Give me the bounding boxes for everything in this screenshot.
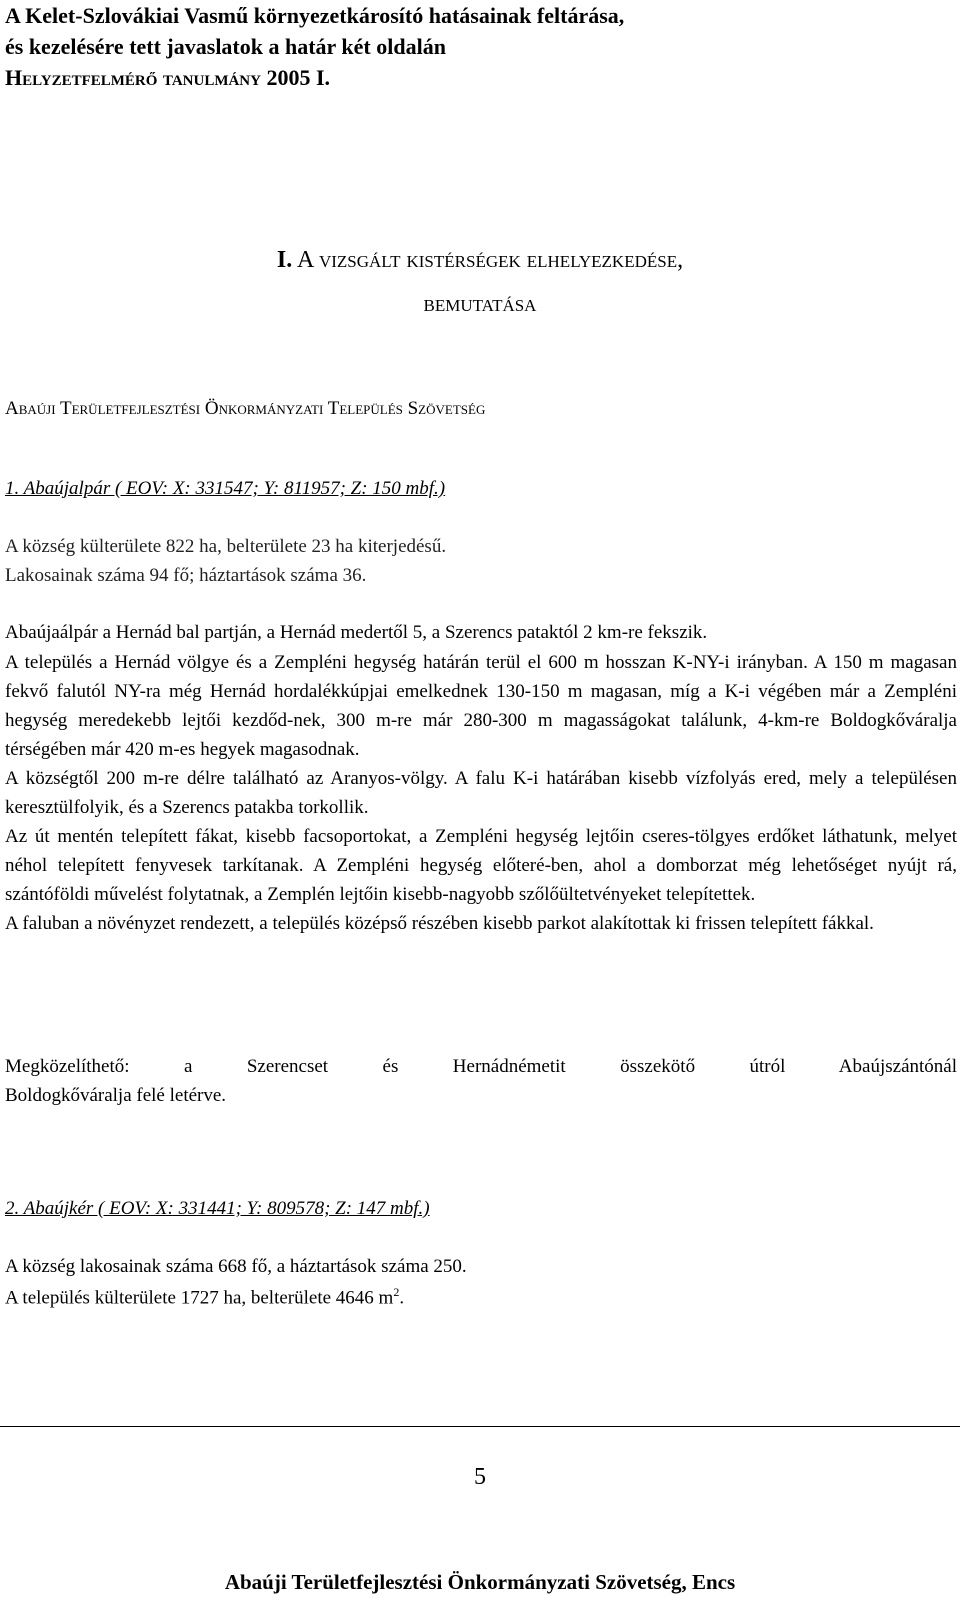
footer-text: Abaúji Területfejlesztési Önkormányzati Szövetség, Encs — [224, 1570, 736, 1594]
section-2-population: A község lakosainak száma 668 fő, a háztartások száma 250. — [5, 1256, 467, 1277]
section-1-body — [5, 648, 957, 938]
section-1-paragraph-vegetation: Az út mentén telepített fákat, kisebb facsoportokat, a Zempléni hegység lejtőin cseres-tölgyes erdőket láthatunk, melyet néhol telepített fenyvesek tarkítanak. A Zempléni hegység előteré-ben, ahol a domborzat még lehetőséget nyújt rá, szántóföldi művelést folytatnak, a Zemplén lejtőin kisebb-nagyobb szőlőültetvényeket telepítettek. — [5, 826, 957, 905]
section-2-area — [5, 1285, 404, 1309]
chapter-title-line1: A vizsgált kistérségek elhelyezkedése, — [296, 247, 684, 273]
section-1-access — [5, 1052, 957, 1110]
header-subtitle: Helyzetfelmérő tanulmány 2005 I. — [5, 65, 331, 90]
section-2-area-end: . — [399, 1287, 405, 1309]
chapter-number: I. — [276, 247, 293, 273]
organization-name: Abaúji Területfejlesztési Önkormányzati Település Szövetség — [5, 398, 486, 419]
section-1-paragraph-relief: A település a Hernád völgye és a Zempléni hegység határán terül el 600 m hosszan K-NY-i irányban. A 150 m magasan fekvő falutól NY-ra még Hernád hordalékkúpjai emelkednek 130-150 m magasan, míg a K-i végében már a Zempléni hegység meredekebb lejtői kezdőd-nek, 300 m-re már 280-300 m magasságokat találunk, 4-km-re Boldogkőváralja térségében már 420 m-es hegyek magasodnak. — [5, 652, 957, 760]
access-line2: Boldogkőváralja felé letérve. — [5, 1085, 227, 1106]
document-header — [5, 0, 624, 62]
page-number: 5 — [474, 1464, 486, 1490]
section-2-heading: 2. Abaújkér ( EOV: X: 331441; Y: 809578; Z: 147 mbf.) — [5, 1198, 430, 1219]
section-2-area-text: A település külterülete 1727 ha, belterülete 4646 m — [5, 1287, 394, 1309]
section-1-location: Abaújaálpár a Hernád bal partján, a Hernád medertől 5, a Szerencs pataktól 2 km-re fekszik. — [5, 622, 708, 643]
footer-divider — [0, 1426, 960, 1427]
section-1-heading: 1. Abaújalpár ( EOV: X: 331547; Y: 811957; Z: 150 mbf.) — [5, 478, 446, 499]
section-1-area: A község külterülete 822 ha, belterülete 23 ha kiterjedésű. — [5, 536, 447, 557]
section-1-paragraph-water: A községtől 200 m-re délre található az Aranyos-völgy. A falu K-i határában kisebb vízfolyás ered, mely a településen keresztülfolyik, és a Szerencs patakba torkollik. — [5, 768, 957, 818]
superscript-2: 2 — [393, 1285, 400, 1299]
access-line1: Megközelíthető: a Szerencset és Hernádnémetit összekötő útról Abaújszántónál — [5, 1056, 957, 1077]
section-1-population: Lakosainak száma 94 fő; háztartások száma 36. — [5, 565, 367, 586]
header-title-line2: és kezelésére tett javaslatok a határ két oldalán — [5, 34, 446, 59]
section-1-paragraph-park: A faluban a növényzet rendezett, a település középső részében kisebb parkot alakítottak ki frissen telepített fákkal. — [5, 913, 874, 934]
chapter-title — [0, 238, 960, 326]
header-title-line1: A Kelet-Szlovákiai Vasmű környezetkárosító hatásainak feltárása, — [5, 3, 625, 28]
chapter-title-line2: bemutatása — [423, 291, 537, 317]
